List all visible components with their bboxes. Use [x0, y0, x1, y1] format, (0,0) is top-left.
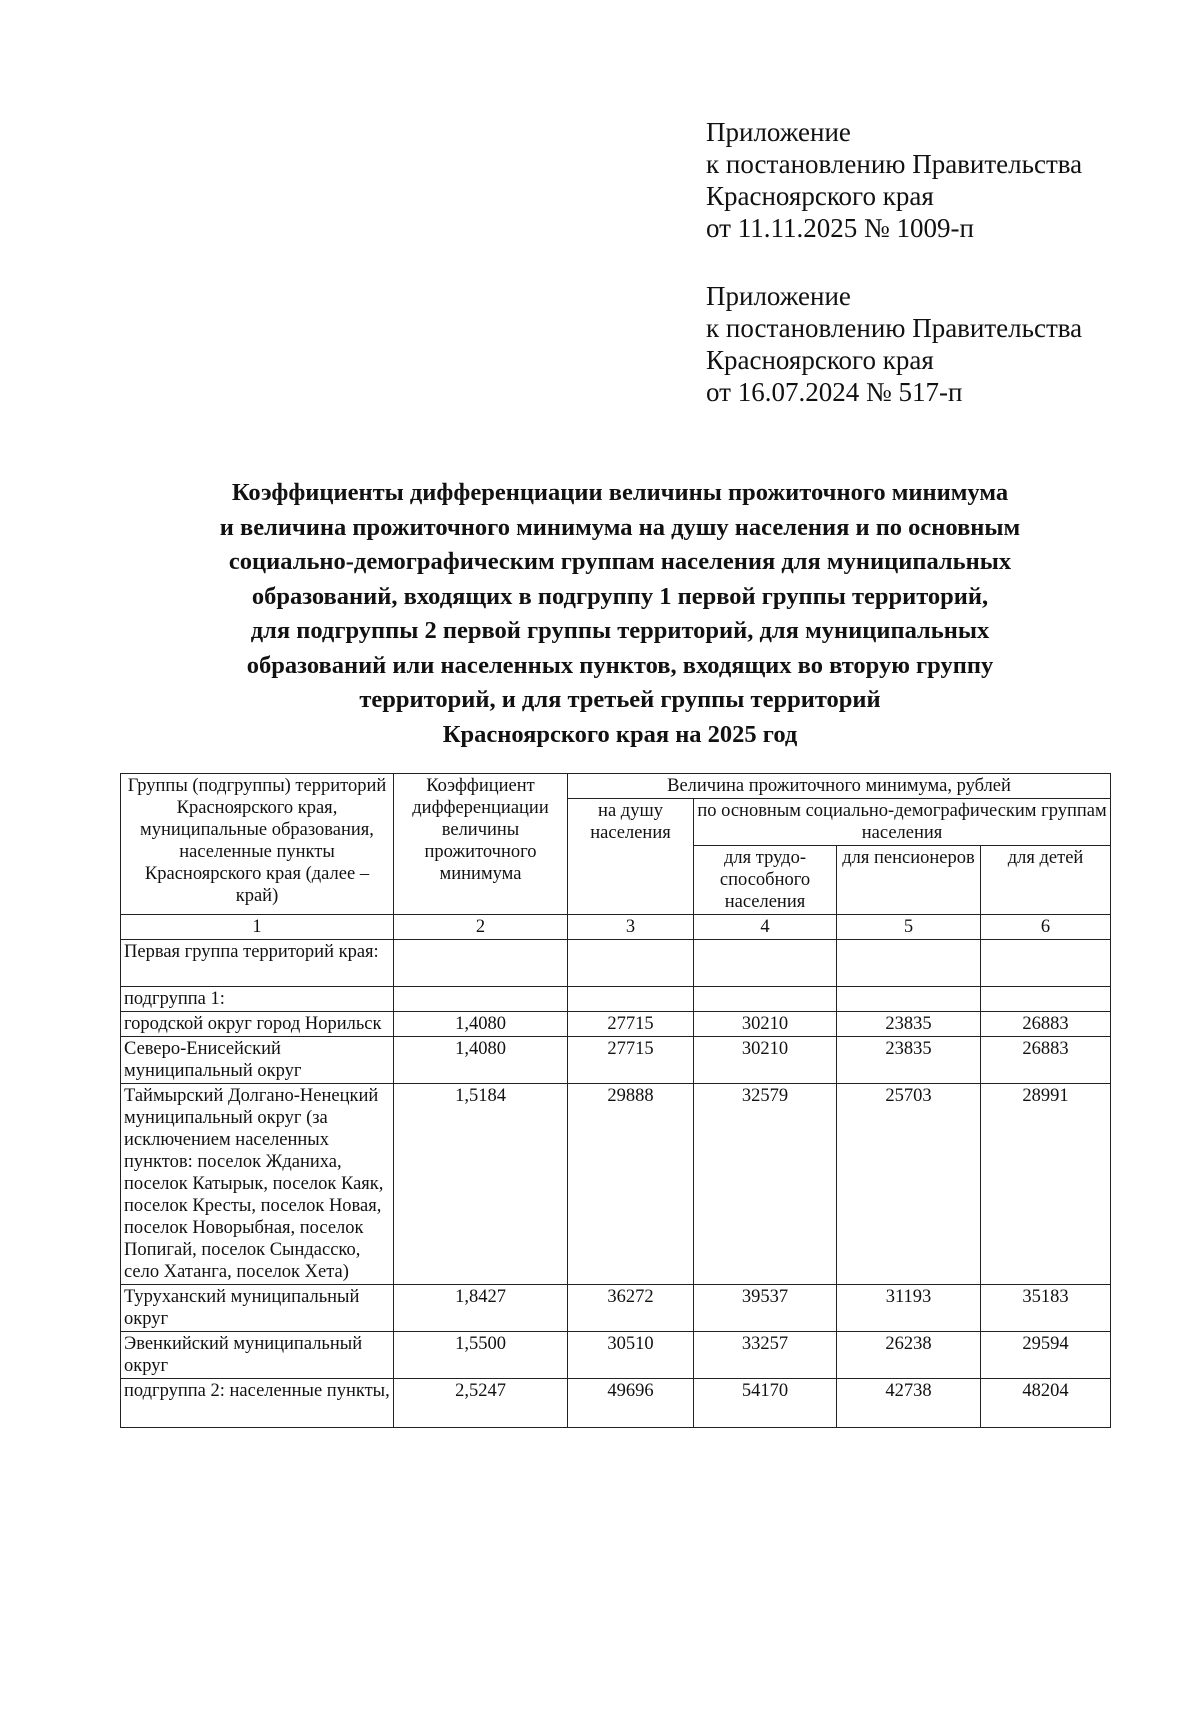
working-value: 30210 — [694, 1012, 837, 1037]
title-line: Красноярского края на 2025 год — [442, 720, 798, 748]
children-value: 26883 — [981, 1012, 1111, 1037]
coefficient-value: 1,4080 — [394, 1037, 568, 1084]
column-number: 3 — [568, 915, 694, 940]
territory-name: Северо-Енисейский муниципальный округ — [121, 1037, 394, 1084]
appendix-current — [706, 116, 1082, 244]
title-line: социально-демографическим группам населения для муниципальных — [228, 548, 1012, 575]
children-value: 35183 — [981, 1285, 1111, 1332]
header-per-capita: на душу населения — [568, 799, 694, 915]
subsistence-table — [120, 773, 1111, 1428]
header-coefficient: Коэффициент дифференциации величины прожиточного минимума — [394, 774, 568, 915]
appendix-original — [706, 280, 1082, 408]
column-numbers-row — [121, 915, 1111, 940]
territory-name: подгруппа 2: населенные пункты, — [121, 1379, 394, 1428]
appendix-date-number: от 16.07.2024 № 517-п — [706, 377, 963, 407]
children-value: 26883 — [981, 1037, 1111, 1084]
appendix-label: Приложение — [706, 281, 851, 311]
header-working: для трудо-способного населения — [694, 846, 837, 915]
header-pensioners: для пенсионеров — [837, 846, 981, 915]
pensioners-value: 23835 — [837, 1037, 981, 1084]
table-row — [121, 1332, 1111, 1379]
per-capita-value: 36272 — [568, 1285, 694, 1332]
territory-name: Туруханский муниципальный округ — [121, 1285, 394, 1332]
coefficient-value: 2,5247 — [394, 1379, 568, 1428]
per-capita-value: 30510 — [568, 1332, 694, 1379]
title-line: территорий, и для третьей группы территорий — [359, 686, 881, 713]
working-value: 33257 — [694, 1332, 837, 1379]
subgroup-label: подгруппа 1: — [121, 987, 394, 1012]
column-number: 4 — [694, 915, 837, 940]
header-children: для детей — [981, 846, 1111, 915]
appendix-region: Красноярского края — [706, 345, 934, 375]
header-groups: Группы (подгруппы) территорий Красноярского края, муниципальные образования, населенные пункты Красноярского края (далее – край) — [121, 774, 394, 915]
working-value: 54170 — [694, 1379, 837, 1428]
table-row — [121, 1379, 1111, 1428]
title-line: образований, входящих в подгруппу 1 первой группы территорий, — [251, 582, 989, 610]
subgroup-row — [121, 987, 1111, 1012]
column-number: 6 — [981, 915, 1111, 940]
scan-margin-edge — [1192, 0, 1198, 1721]
territory-name: Эвенкийский муниципальный округ — [121, 1332, 394, 1379]
territory-name: городской округ город Норильск — [121, 1012, 394, 1037]
column-number: 1 — [121, 915, 394, 940]
header-by-groups: по основным социально-демографическим группам населения — [694, 799, 1111, 846]
title-line: Коэффициенты дифференциации величины прожиточного минимума — [231, 479, 1009, 506]
document-title — [120, 476, 1120, 752]
appendix-label: Приложение — [706, 117, 851, 147]
appendix-region: Красноярского края — [706, 181, 934, 211]
children-value: 29594 — [981, 1332, 1111, 1379]
coefficient-value: 1,5500 — [394, 1332, 568, 1379]
appendix-decree: к постановлению Правительства — [706, 149, 1083, 179]
table-row — [121, 1084, 1111, 1285]
per-capita-value: 27715 — [568, 1037, 694, 1084]
title-line: и величина прожиточного минимума на душу населения и по основным — [219, 513, 1021, 541]
coefficient-value: 1,4080 — [394, 1012, 568, 1037]
table-row — [121, 1285, 1111, 1332]
per-capita-value: 29888 — [568, 1084, 694, 1285]
title-line: для подгруппы 2 первой группы территорий, для муниципальных — [250, 617, 990, 644]
coefficient-value: 1,5184 — [394, 1084, 568, 1285]
coefficient-value: 1,8427 — [394, 1285, 568, 1332]
working-value: 30210 — [694, 1037, 837, 1084]
group-label: Первая группа территорий края: — [121, 940, 394, 987]
territory-name: Таймырский Долгано-Ненецкий муниципальный округ (за исключением населенных пунктов: поселок Жданиха, поселок Катырык, поселок Каяк, поселок Кресты, поселок Новая, поселок Новорыбная, поселок Попигай, поселок Сындасско, село Хатанга, поселок Хета) — [121, 1084, 394, 1285]
children-value: 28991 — [981, 1084, 1111, 1285]
title-line: образований или населенных пунктов, входящих во вторую группу — [246, 651, 994, 679]
table-row — [121, 1037, 1111, 1084]
pensioners-value: 31193 — [837, 1285, 981, 1332]
group-row — [121, 940, 1111, 987]
working-value: 32579 — [694, 1084, 837, 1285]
appendix-decree: к постановлению Правительства — [706, 313, 1083, 343]
children-value: 48204 — [981, 1379, 1111, 1428]
pensioners-value: 42738 — [837, 1379, 981, 1428]
pensioners-value: 25703 — [837, 1084, 981, 1285]
pensioners-value: 26238 — [837, 1332, 981, 1379]
per-capita-value: 49696 — [568, 1379, 694, 1428]
working-value: 39537 — [694, 1285, 837, 1332]
table-row — [121, 1012, 1111, 1037]
appendix-date-number: от 11.11.2025 № 1009-п — [706, 213, 974, 243]
pensioners-value: 23835 — [837, 1012, 981, 1037]
column-number: 2 — [394, 915, 568, 940]
column-number: 5 — [837, 915, 981, 940]
per-capita-value: 27715 — [568, 1012, 694, 1037]
header-subsistence: Величина прожиточного минимума, рублей — [568, 774, 1111, 799]
